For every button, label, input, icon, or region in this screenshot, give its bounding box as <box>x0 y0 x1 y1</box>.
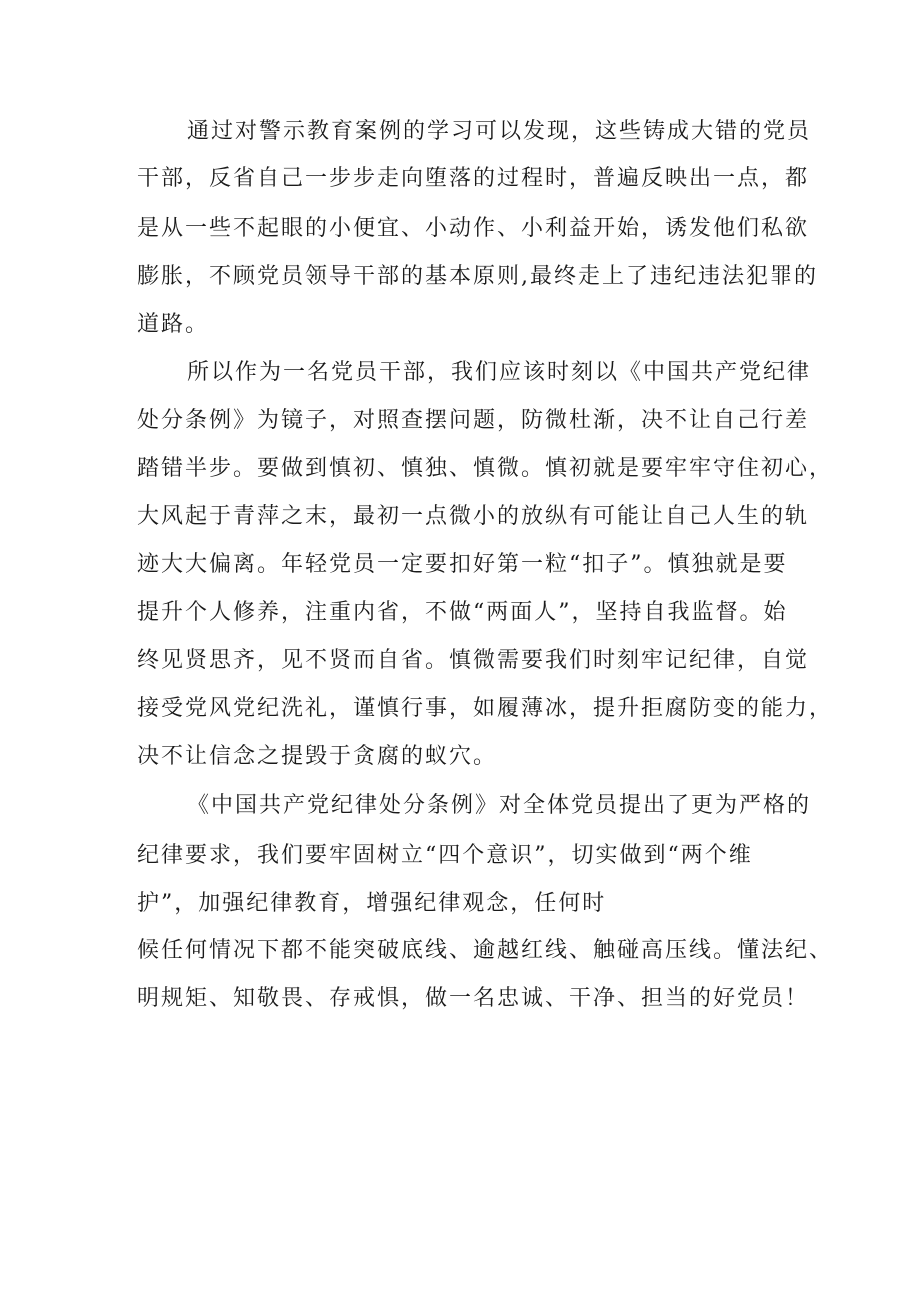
paragraph-3-line-5: 明规矩、知敬畏、存戒惧，做一名忠诚、干净、担当的好党员！ <box>137 986 810 1011</box>
paragraph-1-line-1: 通过对警示教育案例的学习可以发现，这些铸成大错的党员 <box>187 119 812 144</box>
paragraph-1-line-3: 是从一些不起眼的小便宜、小动作、小利益开始，诱发他们私欲 <box>137 216 810 241</box>
paragraph-2-line-7: 终见贤思齐，见不贤而自省。慎微需要我们时刻牢记纪律，自觉 <box>137 648 810 673</box>
paragraph-3-line-3: 护”，加强纪律教育，增强纪律观念，任何时 <box>137 891 607 916</box>
paragraph-2-line-3: 踏错半步。要做到慎初、慎独、慎微。慎初就是要牢牢守住初心， <box>137 456 834 481</box>
paragraph-3-line-1: 《中国共产党纪律处分条例》对全体党员提出了更为严格的 <box>187 793 812 818</box>
paragraph-2-line-6: 提升个人修养，注重内省，不做“两面人”，坚持自我监督。始 <box>137 600 788 625</box>
paragraph-1-line-4: 膨胀，不顾党员领导干部的基本原则,最终走上了违纪违法犯罪的 <box>137 264 818 289</box>
paragraph-2-line-4: 大风起于青萍之末，最初一点微小的放纵有可能让自己人生的轨 <box>137 504 810 529</box>
paragraph-3-line-2: 纪律要求，我们要牢固树立“四个意识”，切实做到“两个维 <box>137 843 753 868</box>
paragraph-2-line-5: 迹大大偏离。年轻党员一定要扣好第一粒“扣子”。慎独就是要 <box>137 552 788 577</box>
paragraph-2-line-2: 处分条例》为镜子，对照查摆问题，防微杜渐，决不让自己行差 <box>137 408 810 433</box>
paragraph-1-line-2: 干部，反省自己一步步走向堕落的过程时，普遍反映出一点，都 <box>137 166 810 191</box>
paragraph-3-line-4: 候任何情况下都不能突破底线、逾越红线、触碰高压线。懂法纪、 <box>137 938 834 963</box>
paragraph-1-line-5: 道路。 <box>137 312 210 337</box>
paragraph-2-line-8: 接受党风党纪洗礼，谨慎行事，如履薄冰，提升拒腐防变的能力， <box>137 696 834 721</box>
paragraph-2-line-9: 决不让信念之提毁于贪腐的蚁穴。 <box>137 744 498 769</box>
paragraph-2-line-1: 所以作为一名党员干部，我们应该时刻以《中国共产党纪律 <box>187 360 812 385</box>
